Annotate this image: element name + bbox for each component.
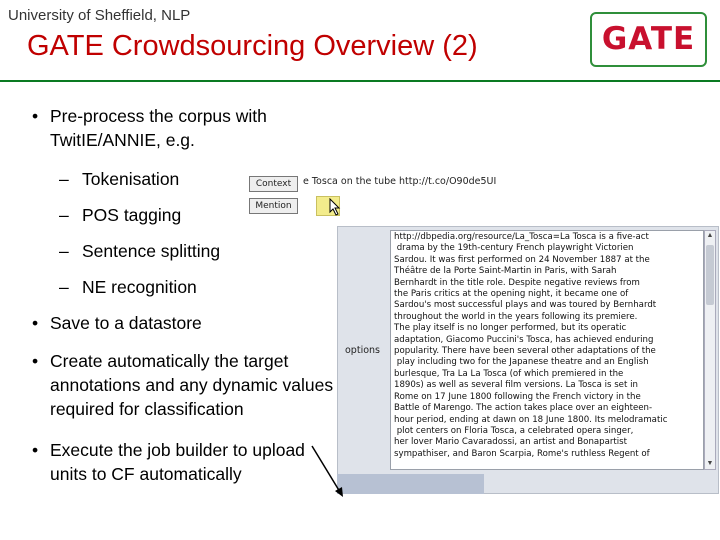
- options-line: throughout the world in the years following its premiere.: [394, 311, 638, 322]
- options-line: The play itself is no longer performed, but its operatic: [394, 323, 627, 334]
- bullet-execute-job-builder: Execute the job builder to upload units to CF automatically: [50, 440, 305, 484]
- options-textarea[interactable]: [390, 230, 704, 470]
- options-line: Sardou. It was first performed on 24 November 1887 at the: [394, 254, 650, 265]
- bullet-dot: •: [32, 351, 39, 371]
- sub-item-sentence-splitting: Sentence splitting: [82, 241, 221, 261]
- options-line: Bernhardt in the title role. Despite negative reviews from: [394, 277, 640, 288]
- options-line: the Paris critics at the opening night, it became one of: [394, 289, 629, 300]
- bullet-preprocess: Pre-process the corpus with TwitIE/ANNIE, e.g.: [50, 106, 267, 150]
- scroll-thumb[interactable]: [706, 245, 714, 305]
- bullet-dot: •: [32, 313, 39, 333]
- sub-dash: –: [59, 205, 69, 225]
- sub-item-tokenisation: Tokenisation: [82, 169, 180, 189]
- bullet-dot: •: [32, 106, 39, 126]
- scroll-down-arrow-icon[interactable]: ▼: [706, 460, 714, 467]
- sub-dash: –: [59, 241, 69, 261]
- options-line: play including two for the Japanese theatre and an English: [394, 357, 649, 368]
- sub-dash: –: [59, 277, 69, 297]
- header-org: University of Sheffield, NLP: [8, 7, 191, 24]
- slide-title: GATE Crowdsourcing Overview (2): [27, 30, 478, 62]
- gate-logo-text: GATE: [601, 21, 696, 57]
- options-line: Rome on 17 June 1800 following the French victory in the: [394, 391, 641, 402]
- bullet-save-datastore: Save to a datastore: [50, 313, 202, 333]
- annotation-arrow: [300, 440, 350, 500]
- options-line: plot centers on Floria Tosca, a celebrated opera singer,: [394, 425, 634, 436]
- bullet-create-annotations: Create automatically the target annotations and any dynamic values required for classification: [50, 351, 334, 419]
- sub-dash: –: [59, 169, 69, 189]
- context-label: Context: [249, 176, 298, 192]
- options-line: sympathiser, and Baron Scarpia, Rome's ruthless Regent of: [394, 448, 650, 459]
- options-scrollbar[interactable]: [704, 230, 716, 470]
- bullet-dot: •: [32, 440, 39, 460]
- options-line: popularity. There have been several other adaptations of the: [394, 346, 656, 357]
- sub-item-ne-recognition: NE recognition: [82, 277, 197, 297]
- scroll-up-arrow-icon[interactable]: ▲: [706, 232, 714, 239]
- options-line: hour period, ending at dawn on 18 June 1800. Its melodramatic: [394, 414, 668, 425]
- options-line: adaptation, Giacomo Puccini's Tosca, has achieved enduring: [394, 334, 654, 345]
- options-line: 1890s) as well as several film versions. La Tosca is set in: [394, 380, 638, 391]
- options-label: options: [345, 345, 380, 356]
- options-line: drama by the 19th-century French playwright Victorien: [394, 243, 634, 254]
- sub-item-pos-tagging: POS tagging: [82, 205, 182, 225]
- mouse-cursor-icon: [328, 198, 342, 216]
- options-line: her lover Mario Cavaradossi, an artist and Bonapartist: [394, 437, 628, 448]
- context-value: e Tosca on the tube http://t.co/O90de5UI: [303, 176, 497, 187]
- mention-label: Mention: [249, 198, 298, 214]
- options-line: burlesque, Tra La La Tosca (of which premiered in the: [394, 368, 624, 379]
- options-line: Battle of Marengo. The action takes place over an eighteen-: [394, 403, 653, 414]
- options-line: http://dbpedia.org/resource/La_Tosca=La Tosca is a five-act: [394, 232, 649, 242]
- gate-logo: [590, 12, 707, 67]
- panel-bottom-bar: [337, 474, 484, 494]
- options-line: Sardou's most successful plays and was toured by Bernhardt: [394, 300, 657, 311]
- options-line: Théâtre de la Porte Saint-Martin in Paris, with Sarah: [394, 266, 617, 277]
- header-divider: [0, 80, 720, 82]
